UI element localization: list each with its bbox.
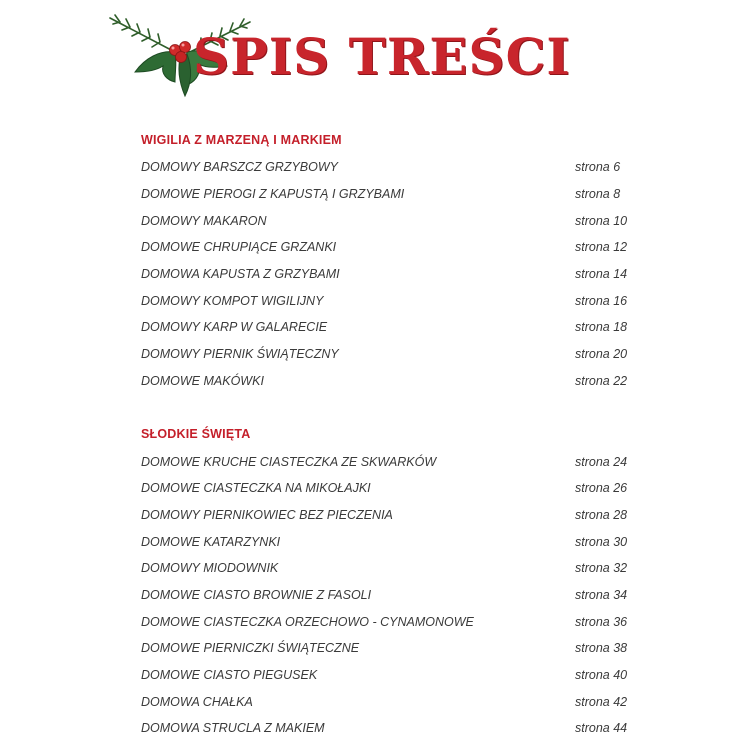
list-item [141, 207, 641, 234]
entry-name: DOMOWE CIASTO PIEGUSEK [141, 668, 318, 683]
entry-name: DOMOWY KOMPOT WIGILIJNY [141, 293, 324, 308]
entry-page: strona 40 [575, 668, 628, 683]
entry-page: strona 14 [575, 267, 628, 282]
list-item [141, 608, 641, 635]
list-item [141, 582, 641, 609]
list-item [141, 715, 641, 742]
list-item [141, 688, 641, 715]
entry-page: strona 10 [575, 213, 628, 228]
entry-name: DOMOWY MIODOWNIK [141, 561, 279, 576]
entry-name: DOMOWE CIASTO BROWNIE Z FASOLI [141, 587, 372, 602]
entry-name: DOMOWA KAPUSTA Z GRZYBAMI [141, 267, 340, 282]
entry-name: DOMOWE MAKÓWKI [141, 373, 264, 388]
entry-page: strona 24 [575, 454, 628, 469]
entry-page: strona 18 [575, 320, 628, 335]
list-item [141, 662, 641, 689]
section [141, 127, 641, 394]
entry-page: strona 36 [575, 614, 628, 629]
entry-name: DOMOWA STRUCLA Z MAKIEM [141, 721, 325, 736]
table-of-contents [141, 127, 641, 742]
list-item [141, 368, 641, 395]
list-item [141, 341, 641, 368]
list-item [141, 287, 641, 314]
entry-name: DOMOWE PIEROGI Z KAPUSTĄ I GRZYBAMI [141, 187, 405, 202]
list-item [141, 154, 641, 181]
list-item [141, 314, 641, 341]
entry-name: DOMOWY MAKARON [141, 213, 267, 228]
entry-page: strona 26 [575, 481, 628, 496]
entry-name: DOMOWE PIERNICZKI ŚWIĄTECZNE [141, 641, 360, 656]
entry-name: DOMOWY KARP W GALARECIE [141, 320, 328, 335]
list-item [141, 475, 641, 502]
list-item [141, 555, 641, 582]
entry-name: DOMOWE CIASTECZKA NA MIKOŁAJKI [141, 481, 371, 496]
entry-page: strona 42 [575, 694, 628, 709]
section-gap [141, 394, 641, 421]
entry-page: strona 16 [575, 293, 628, 308]
entry-page: strona 34 [575, 587, 628, 602]
entry-page: strona 30 [575, 534, 628, 549]
list-item [141, 635, 641, 662]
list-item [141, 448, 641, 475]
entry-name: DOMOWY PIERNIKOWIEC BEZ PIECZENIA [141, 507, 393, 522]
entry-page: strona 8 [575, 187, 621, 202]
list-item [141, 502, 641, 529]
entry-page: strona 44 [575, 721, 628, 736]
entry-name: DOMOWA CHAŁKA [141, 694, 253, 709]
entry-name: DOMOWE KATARZYNKI [141, 534, 281, 549]
section-title: WIGILIA Z MARZENĄ I MARKIEM [141, 133, 342, 147]
header [105, 10, 571, 105]
list-item [141, 234, 641, 261]
entry-name: DOMOWY BARSZCZ GRZYBOWY [141, 160, 338, 175]
entry-name: DOMOWE CHRUPIĄCE GRZANKI [141, 240, 337, 255]
section [141, 421, 641, 742]
list-item [141, 181, 641, 208]
entry-page: strona 38 [575, 641, 628, 656]
section-title: SŁODKIE ŚWIĘTA [141, 427, 251, 442]
entry-page: strona 12 [575, 240, 628, 255]
entry-name: DOMOWE CIASTECZKA ORZECHOWO - CYNAMONOWE [141, 614, 474, 629]
entry-page: strona 20 [575, 347, 628, 362]
list-item [141, 528, 641, 555]
list-item [141, 261, 641, 288]
entry-page: strona 6 [575, 160, 621, 175]
entry-name: DOMOWY PIERNIK ŚWIĄTECZNY [141, 347, 339, 362]
entry-name: DOMOWE KRUCHE CIASTECZKA ZE SKWARKÓW [141, 454, 437, 469]
entry-page: strona 22 [575, 373, 628, 388]
page-title: SPIS TREŚCI [193, 27, 571, 86]
entry-page: strona 32 [575, 561, 628, 576]
entry-page: strona 28 [575, 507, 628, 522]
